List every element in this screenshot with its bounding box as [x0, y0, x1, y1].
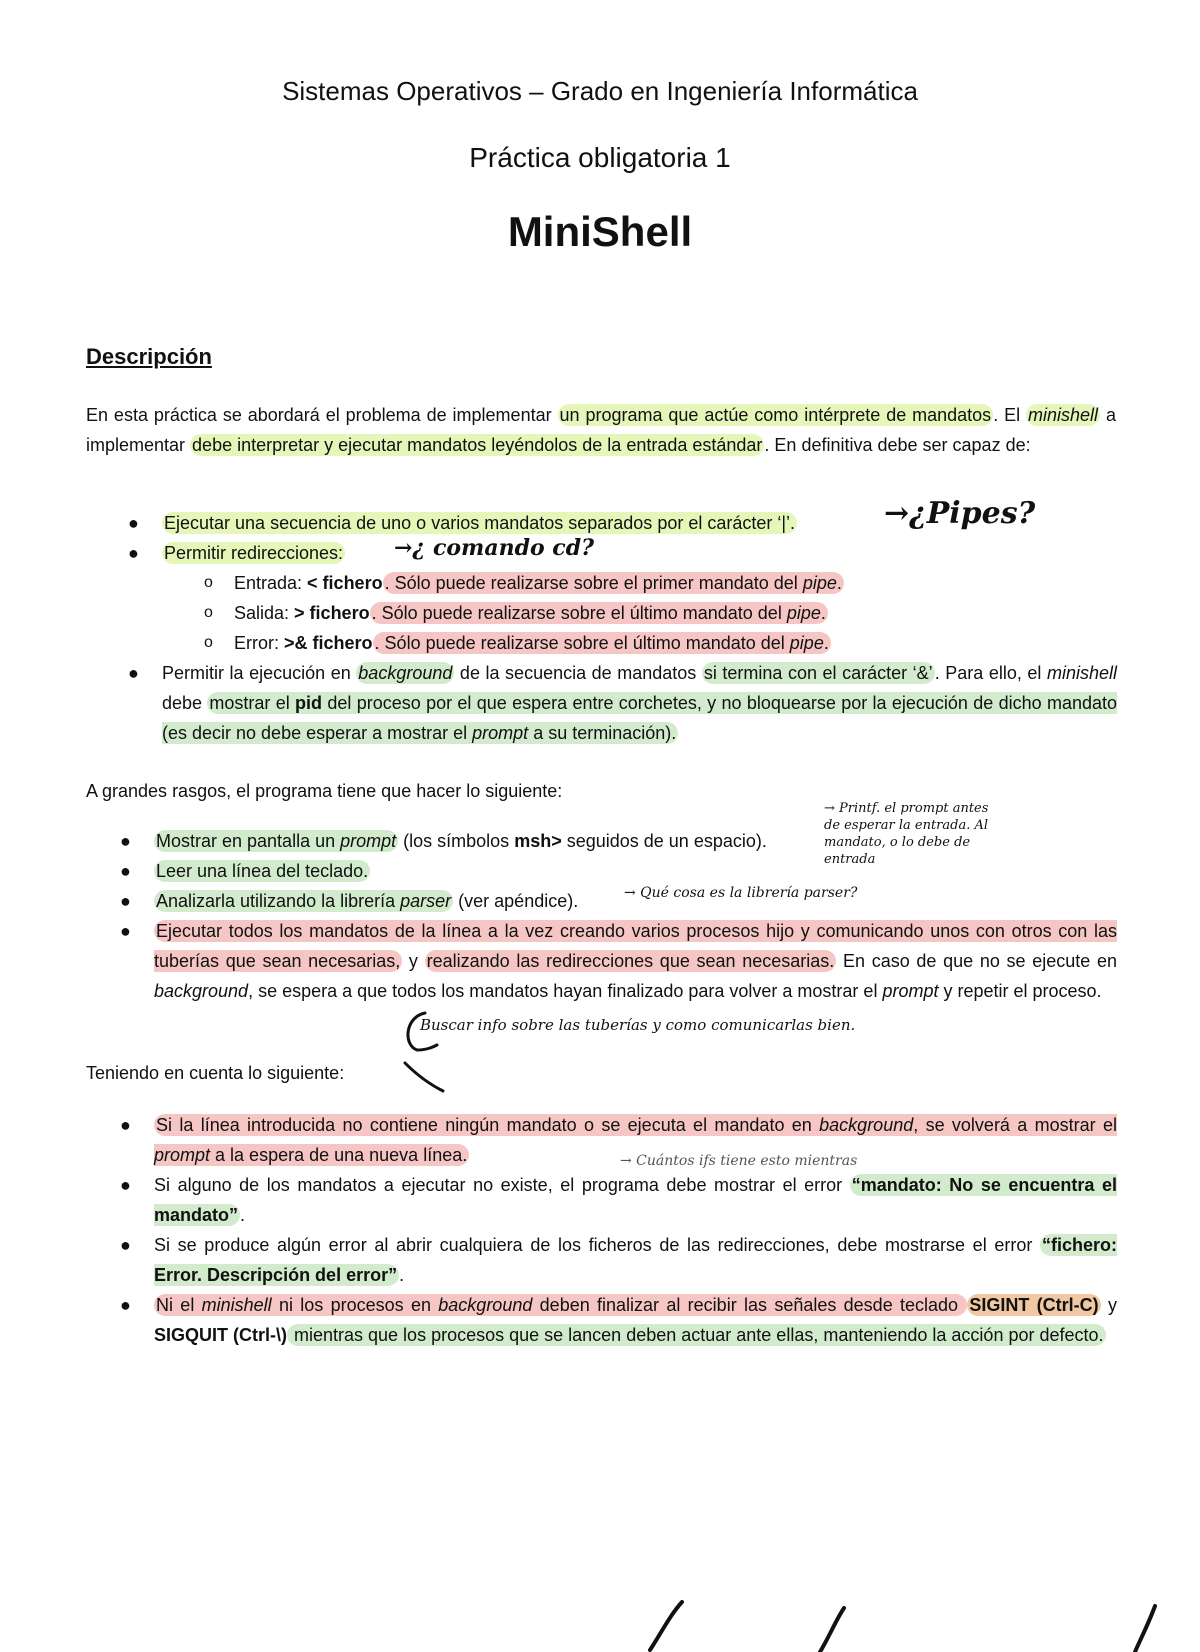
redir-note [370, 602, 828, 624]
intro-text: . El [993, 405, 1027, 425]
list-item [204, 568, 1117, 598]
handwritten-note-cd: →¿ comando cd? [394, 535, 594, 561]
background-term: background [154, 981, 249, 1001]
assignment-title: Práctica obligatoria 1 [469, 142, 731, 173]
capabilities-list [128, 508, 1117, 748]
redir-label: Error: [234, 633, 285, 653]
sigquit-label: SIGQUIT (Ctrl-\) [154, 1325, 287, 1345]
bullet: ● [120, 1235, 131, 1255]
highlight-pid [162, 692, 1117, 744]
rule-text: deben finalizar al recibir las señales desde teclado [532, 1295, 966, 1315]
rule-text: Ni el [156, 1295, 202, 1315]
list-item [120, 1230, 1117, 1290]
error-message: “fichero: Error. Descripción del error” [154, 1235, 1117, 1285]
bullet: o [204, 604, 213, 621]
handwritten-note-ifs: → Cuántos ifs tiene esto mientras [620, 1153, 858, 1169]
intro-text: En esta práctica se abordará el problema de implementar [86, 405, 558, 425]
redir-note-end: . [823, 633, 829, 653]
minishell-term: minishell [1028, 405, 1099, 425]
step-highlight [154, 830, 398, 852]
rule-text: Si la línea introducida no contiene ningún mandato o se ejecuta el mandato en [156, 1115, 820, 1135]
bg-text: a su terminación). [528, 723, 677, 743]
step-text: seguidos de un espacio). [561, 831, 767, 851]
rule-text: , se volverá a mostrar el [913, 1115, 1117, 1135]
redir-note-text: . Sólo puede realizarse sobre el último mandato del [374, 633, 790, 653]
rules-list [120, 1110, 1117, 1350]
step-text: y repetir el proceso. [938, 981, 1102, 1001]
bg-text: de la secuencia de mandatos [454, 663, 702, 683]
prompt-term: prompt [340, 831, 397, 851]
minishell-term: minishell [201, 1295, 272, 1315]
rule-text: y [1100, 1295, 1117, 1315]
redirections-sublist [204, 568, 1117, 658]
intro-paragraph [86, 400, 1116, 460]
handwritten-note-prompt: → Printf. el prompt antes de esperar la entrada. Al mandato, o lo debe de entrada [824, 801, 989, 867]
rule-highlight [154, 1294, 967, 1316]
bullet: ● [120, 921, 131, 941]
pipe-term: pipe [802, 573, 837, 593]
prompt-term: prompt [882, 981, 939, 1001]
rule-text: ni los procesos en [271, 1295, 439, 1315]
rule-text: Si se produce algún error al abrir cualquiera de los ficheros de las redirecciones, debe mostrarse el error [154, 1235, 1040, 1255]
handwritten-note-pipes-info: Buscar info sobre las tuberías y como comunicarlas bien. [420, 1016, 856, 1034]
step-text: (los símbolos [398, 831, 515, 851]
redir-label: Entrada: [234, 573, 308, 593]
highlight-program: un programa que actúe como intérprete de mandatos [559, 405, 992, 425]
redirections-item-text: Permitir redirecciones: [164, 543, 344, 563]
redir-syntax: < fichero [307, 573, 383, 593]
bullet: ● [128, 513, 139, 533]
course-title: Sistemas Operativos – Grado en Ingeniería Informática [282, 76, 918, 106]
list-item [128, 658, 1117, 748]
bullet: o [204, 634, 213, 651]
bg-text: Permitir la ejecución en [162, 663, 357, 683]
redir-note [373, 632, 831, 654]
bullet: ● [120, 861, 131, 881]
rule-highlight: mientras que los procesos que se lancen deben actuar ante ellas, manteniendo la acción por defecto. [289, 1325, 1104, 1345]
document-title: MiniShell [507, 208, 693, 255]
prompt-term: prompt [154, 1145, 211, 1165]
list-item [204, 598, 1117, 628]
background-term: background [819, 1115, 914, 1135]
step-text: Analizarla utilizando la librería [156, 891, 401, 911]
bullet: ● [120, 1115, 131, 1135]
list-item [120, 1290, 1117, 1350]
highlight-interpret: debe interpretar y ejecutar mandatos leyéndolos de la entrada estándar [192, 435, 763, 455]
bg-text: . Para ello, el [934, 663, 1047, 683]
step-highlight: realizando las redirecciones que sean necesarias. [426, 951, 835, 971]
intro-text: a implementar [86, 405, 1116, 455]
background-term: background [438, 1295, 533, 1315]
minishell-term: minishell [1046, 663, 1117, 683]
bullet: ● [120, 1175, 131, 1195]
msh-prompt: msh> [514, 831, 562, 851]
background-term: background [358, 663, 453, 683]
rasgos-paragraph: A grandes rasgos, el programa tiene que hacer lo siguiente: [86, 781, 563, 801]
parser-term: parser [400, 891, 452, 911]
pid-term: pid [295, 693, 323, 713]
step-text: En caso de que no se ejecute en [836, 951, 1118, 971]
pipe-term: pipe [789, 633, 824, 653]
rule-text: Si alguno de los mandatos a ejecutar no existe, el programa debe mostrar el error [154, 1175, 850, 1195]
list-item [120, 1170, 1117, 1230]
list-item [204, 628, 1117, 658]
bg-text: del proceso por el que espera entre corchetes, y no bloquearse por la ejecución de dicho mandato (es decir no debe esperar a mostrar el [162, 693, 1117, 743]
redir-note-end: . [820, 603, 826, 623]
rule-text: a la espera de una nueva línea. [210, 1145, 468, 1165]
bg-text: debe [162, 693, 208, 713]
step-text: , se espera a que todos los mandatos hayan finalizado para volver a mostrar el [248, 981, 883, 1001]
redir-note [383, 572, 844, 594]
bullet: ● [120, 831, 131, 851]
rule-text: . [240, 1205, 246, 1225]
redir-note-text: . Sólo puede realizarse sobre el último mandato del [371, 603, 787, 623]
bullet: ● [120, 891, 131, 911]
redir-syntax: > fichero [294, 603, 370, 623]
step-text: Leer una línea del teclado. [156, 861, 369, 881]
redir-label: Salida: [234, 603, 295, 623]
step-text: Mostrar en pantalla un [156, 831, 341, 851]
intro-text: . En definitiva debe ser capaz de: [764, 435, 1031, 455]
handwritten-arrow-scribble [395, 1005, 475, 1095]
handwritten-note-parser: → Qué cosa es la librería parser? [624, 885, 858, 901]
step-highlight [154, 890, 453, 912]
handwritten-scribble-bottom [640, 1600, 1160, 1652]
pipes-item-text: Ejecutar una secuencia de uno o varios mandatos separados por el carácter ‘|’. [164, 513, 796, 533]
bg-text: mostrar el [209, 693, 296, 713]
step-text: (ver apéndice). [453, 891, 579, 911]
list-item [120, 916, 1118, 1006]
step-text: y [402, 951, 425, 971]
redir-note-text: . Sólo puede realizarse sobre el primer mandato del [384, 573, 803, 593]
section-heading: Descripción [86, 344, 212, 369]
handwritten-note-pipes: →¿Pipes? [884, 496, 1036, 531]
sigint-label: SIGINT (Ctrl-C) [969, 1295, 1099, 1315]
bullet: o [204, 574, 213, 591]
bullet: ● [128, 663, 139, 683]
rule-text: . [399, 1265, 405, 1285]
error-message: “mandato: No se encuentra el mandato” [154, 1175, 1117, 1225]
redir-note-end: . [836, 573, 842, 593]
redir-syntax: >& fichero [284, 633, 373, 653]
list-item [128, 538, 1117, 658]
highlight-ampersand: si termina con el carácter ‘&’ [703, 663, 933, 683]
pipe-term: pipe [786, 603, 821, 623]
step-highlight: Ejecutar todos los mandatos de la línea a la vez creando varios procesos hijo y comunicando unos con otros con las tuberías que sean necesarias, [154, 921, 1117, 971]
bullet: ● [120, 1295, 131, 1315]
bullet: ● [128, 543, 139, 563]
prompt-term: prompt [472, 723, 529, 743]
teniendo-paragraph: Teniendo en cuenta lo siguiente: [86, 1063, 345, 1083]
